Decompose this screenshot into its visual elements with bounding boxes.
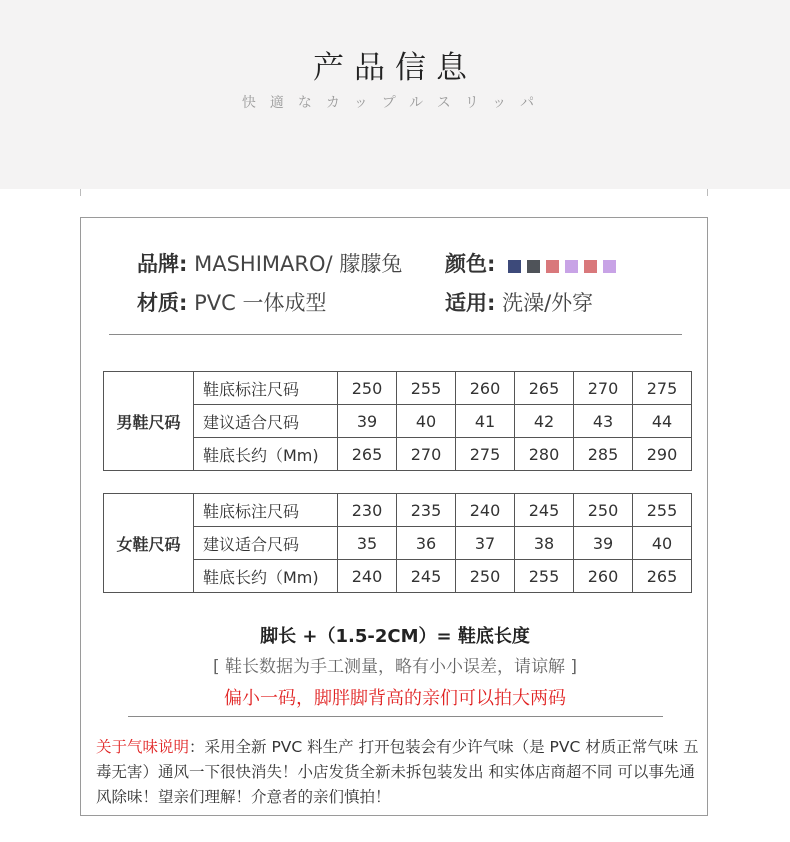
table-cell: 250: [338, 372, 397, 405]
table-row: [104, 372, 692, 405]
row-label: 建议适合尺码: [194, 405, 338, 438]
table-cell: 240: [456, 494, 515, 527]
table-cell: 41: [456, 405, 515, 438]
info-divider: [109, 334, 682, 335]
table-cell: 285: [574, 438, 633, 471]
odor-text: ：采用全新 PVC 料生产 打开包装会有少许气味（是 PVC 材质正常气味 五毒无害）通风一下很快消失！小店发货全新未拆包装发出 和实体店商超不同 可以事先通风除味！望亲们理解！介意者的亲们慎拍！: [96, 738, 699, 806]
page-title: 产品信息: [313, 50, 477, 86]
warning-divider: [128, 716, 663, 717]
brand-label: 品牌:: [137, 252, 188, 276]
row-label: 鞋底标注尺码: [194, 494, 338, 527]
row-label: 鞋底长约（Mm): [194, 560, 338, 593]
color-swatch[interactable]: [603, 260, 616, 273]
table-cell: 39: [574, 527, 633, 560]
table-cell: 37: [456, 527, 515, 560]
color-swatch[interactable]: [565, 260, 578, 273]
color-swatches: [508, 253, 622, 277]
table-cell: 40: [397, 405, 456, 438]
table-cell: 250: [574, 494, 633, 527]
header-banner: [0, 0, 790, 189]
material-value: PVC 一体成型: [194, 291, 327, 315]
measurement-note: [ 鞋长数据为手工测量，略有小小误差，请谅解 ]: [212, 657, 578, 677]
women-size-table: [103, 493, 692, 593]
color-swatch[interactable]: [527, 260, 540, 273]
women-size-header: 女鞋尺码: [104, 494, 194, 593]
material-info: [137, 287, 326, 317]
table-cell: 230: [338, 494, 397, 527]
table-cell: 290: [633, 438, 692, 471]
table-cell: 265: [338, 438, 397, 471]
color-swatch[interactable]: [546, 260, 559, 273]
table-cell: 255: [397, 372, 456, 405]
table-cell: 270: [397, 438, 456, 471]
table-cell: 245: [397, 560, 456, 593]
size-warning: 偏小一码，脚胖脚背高的亲们可以拍大两码: [224, 688, 566, 709]
men-size-table: [103, 371, 692, 471]
brand-info: [137, 248, 402, 278]
table-cell: 255: [515, 560, 574, 593]
table-cell: 43: [574, 405, 633, 438]
odor-label: 关于气味说明: [96, 738, 190, 756]
odor-notice: [96, 735, 708, 810]
table-cell: 245: [515, 494, 574, 527]
divider-tick-left: [80, 189, 81, 196]
table-cell: 270: [574, 372, 633, 405]
table-cell: 260: [456, 372, 515, 405]
table-cell: 235: [397, 494, 456, 527]
divider-tick-right: [707, 189, 708, 196]
size-formula: 脚长 +（1.5-2CM）= 鞋底长度: [260, 626, 530, 647]
row-label: 建议适合尺码: [194, 527, 338, 560]
table-cell: 39: [338, 405, 397, 438]
brand-value: MASHIMARO/ 朦朦兔: [194, 252, 403, 276]
material-label: 材质:: [137, 291, 188, 315]
page-subtitle: 快適なカップルスリッパ: [241, 95, 549, 111]
color-info: [445, 248, 622, 278]
table-cell: 275: [456, 438, 515, 471]
table-cell: 275: [633, 372, 692, 405]
table-cell: 44: [633, 405, 692, 438]
usage-label: 适用:: [445, 291, 496, 315]
table-row: [104, 494, 692, 527]
table-cell: 260: [574, 560, 633, 593]
table-cell: 240: [338, 560, 397, 593]
table-cell: 255: [633, 494, 692, 527]
table-cell: 38: [515, 527, 574, 560]
table-cell: 250: [456, 560, 515, 593]
table-cell: 280: [515, 438, 574, 471]
color-label: 颜色:: [445, 252, 496, 276]
usage-value: 洗澡/外穿: [502, 291, 594, 315]
table-cell: 36: [397, 527, 456, 560]
table-cell: 265: [515, 372, 574, 405]
color-swatch[interactable]: [584, 260, 597, 273]
table-cell: 265: [633, 560, 692, 593]
men-size-header: 男鞋尺码: [104, 372, 194, 471]
row-label: 鞋底标注尺码: [194, 372, 338, 405]
table-cell: 42: [515, 405, 574, 438]
usage-info: [445, 287, 593, 317]
row-label: 鞋底长约（Mm): [194, 438, 338, 471]
table-cell: 35: [338, 527, 397, 560]
color-swatch[interactable]: [508, 260, 521, 273]
table-cell: 40: [633, 527, 692, 560]
